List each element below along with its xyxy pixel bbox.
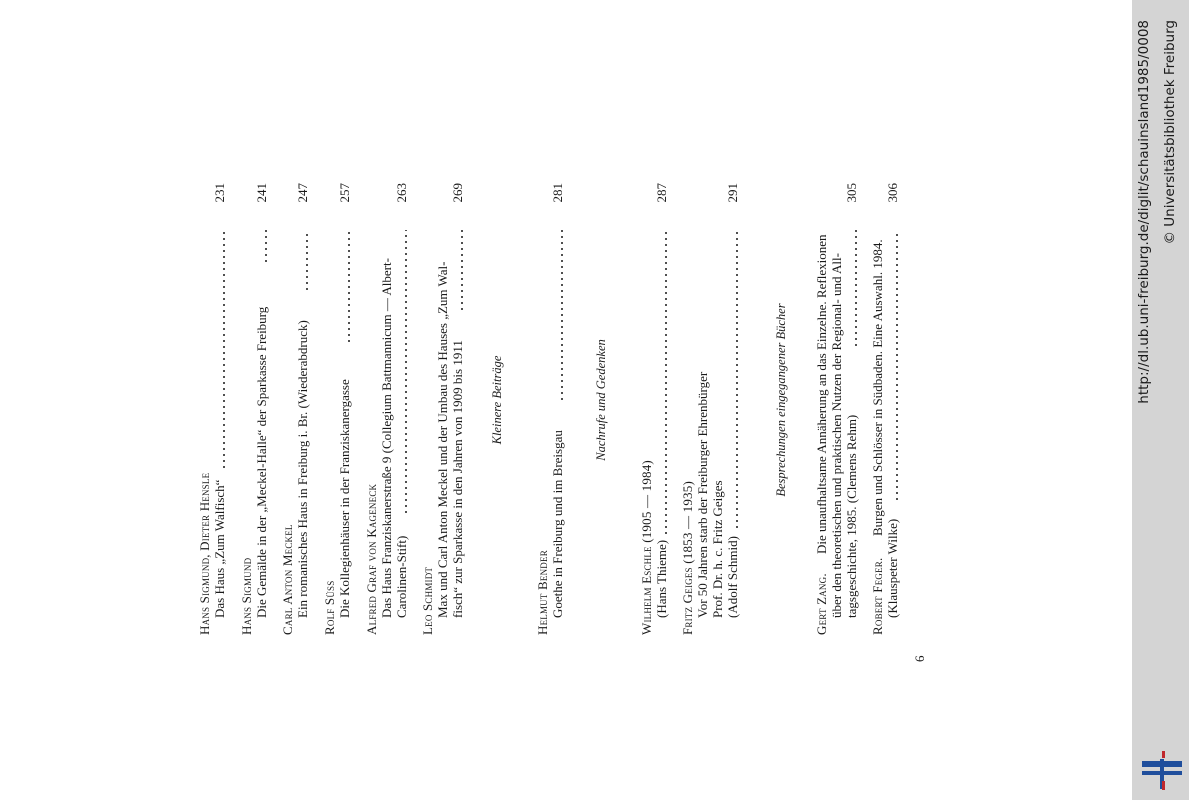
entry-title: Vor 50 Jahren starb der Freiburger Ehrenbürger xyxy=(695,371,710,618)
entry-page-number: 257 xyxy=(337,183,352,203)
entry-page-number: 287 xyxy=(654,183,669,203)
entry-author: Gert Zang. xyxy=(814,573,829,635)
toc-entry-title-line xyxy=(842,0,862,800)
toc-entry-title-line xyxy=(723,0,743,800)
entry-page-number: 231 xyxy=(212,183,227,203)
leader-dots xyxy=(895,230,899,502)
entry-title: über den theoretischen und praktischen Nutzen der Regional- und All- xyxy=(829,253,844,618)
entry-title: Die Gemälde in der „Meckel-Halle“ der Sparkasse Freiburg xyxy=(254,306,269,618)
entry-title: Carolinen-Stift) xyxy=(394,535,409,618)
entry-title: (Klauspeter Wilke) xyxy=(885,518,900,618)
toc-entry-title-line xyxy=(210,0,230,800)
entry-title: Die Kollegienhäuser in der Franziskanergasse xyxy=(337,379,352,618)
ub-freiburg-logo-icon xyxy=(1140,745,1184,795)
section-heading-besprechungen: Besprechungen eingegangener Bücher xyxy=(774,303,788,497)
entry-author: Robert Feger. xyxy=(870,557,885,635)
toc-entry-title-line xyxy=(335,0,355,800)
entry-title: Burgen und Schlösser in Südbaden. Eine Auswahl. 1984. xyxy=(870,239,885,536)
entry-title: Ein romanisches Haus in Freiburg i. Br. (Wiederabdruck) xyxy=(295,320,310,618)
toc-entry-title-line xyxy=(448,0,468,800)
leader-dots xyxy=(305,230,309,292)
entry-title: Prof. Dr. h. c. Fritz Geiges xyxy=(710,480,725,618)
toc-entry-title-line xyxy=(293,0,313,800)
leader-dots xyxy=(222,230,226,470)
source-url-link[interactable]: http://dl.ub.uni-freiburg.de/diglit/schauinsland1985/0008 xyxy=(1136,20,1152,404)
entry-page-number: 247 xyxy=(295,183,310,203)
toc-entry-title-line xyxy=(392,0,412,800)
entry-title: Das Haus Franziskanerstraße 9 (Collegium Battmannicum — Albert- xyxy=(379,258,394,618)
entry-page-number: 269 xyxy=(450,183,465,203)
leader-dots xyxy=(404,230,408,515)
entry-author: Helmut Bender xyxy=(535,550,550,635)
entry-title: (Hans Thieme) xyxy=(654,539,669,618)
entry-page-number: 305 xyxy=(844,183,859,203)
entry-author: Alfred Graf von Kageneck xyxy=(364,483,379,635)
source-sidebar xyxy=(1132,0,1189,800)
page-folio: 6 xyxy=(912,655,927,662)
entry-title: Max und Carl Anton Meckel und der Umbau des Hauses „Zum Wal- xyxy=(435,261,450,618)
leader-dots xyxy=(460,230,464,312)
sidebar-vertical-text xyxy=(1132,0,1189,800)
entry-author: Rolf Süss xyxy=(322,580,337,635)
entry-author: Wilhelm Eschle (1905 — 1984) xyxy=(639,460,654,635)
toc-entry-title-line xyxy=(652,0,672,800)
entry-title: tagsgeschichte, 1985. (Clemens Rehm) xyxy=(844,414,859,618)
entry-author: Carl Anton Meckel xyxy=(280,524,295,635)
section-heading-kleinere-beitraege: Kleinere Beiträge xyxy=(490,355,504,445)
entry-title: Die unaufhaltsame Annäherung an das Einzelne. Reflexionen xyxy=(814,234,829,554)
section-heading-nachrufe: Nachrufe und Gedenken xyxy=(594,339,608,461)
entry-page-number: 291 xyxy=(725,183,740,203)
leader-dots xyxy=(854,230,858,348)
leader-dots xyxy=(347,230,351,344)
leader-dots xyxy=(664,230,668,536)
entry-title: Das Haus „Zum Walfisch“ xyxy=(212,479,227,618)
entry-title: (Adolf Schmid) xyxy=(725,536,740,618)
entry-page-number: 306 xyxy=(885,183,900,203)
copyright-notice: © Universitätsbibliothek Freiburg xyxy=(1162,20,1178,245)
entry-title: Goethe in Freiburg und im Breisgau xyxy=(550,430,565,618)
entry-title: fisch“ zur Sparkasse in den Jahren von 1909 bis 1911 xyxy=(450,340,465,618)
entry-author: Hans Sigmund xyxy=(239,557,254,635)
entry-page-number: 241 xyxy=(254,183,269,203)
toc-entry-title-line xyxy=(883,0,903,800)
leader-dots xyxy=(560,230,564,402)
leader-dots xyxy=(264,230,268,264)
entry-author: Leo Schmidt xyxy=(420,566,435,635)
entry-page-number: 281 xyxy=(550,183,565,203)
entry-author: Fritz Geiges (1853 — 1935) xyxy=(680,481,695,635)
entry-author: Hans Sigmund, Dieter Hensle xyxy=(197,472,212,635)
leader-dots xyxy=(735,230,739,530)
entry-page-number: 263 xyxy=(394,183,409,203)
toc-entry-title-line xyxy=(548,0,568,800)
toc-entry-title-line xyxy=(252,0,272,800)
